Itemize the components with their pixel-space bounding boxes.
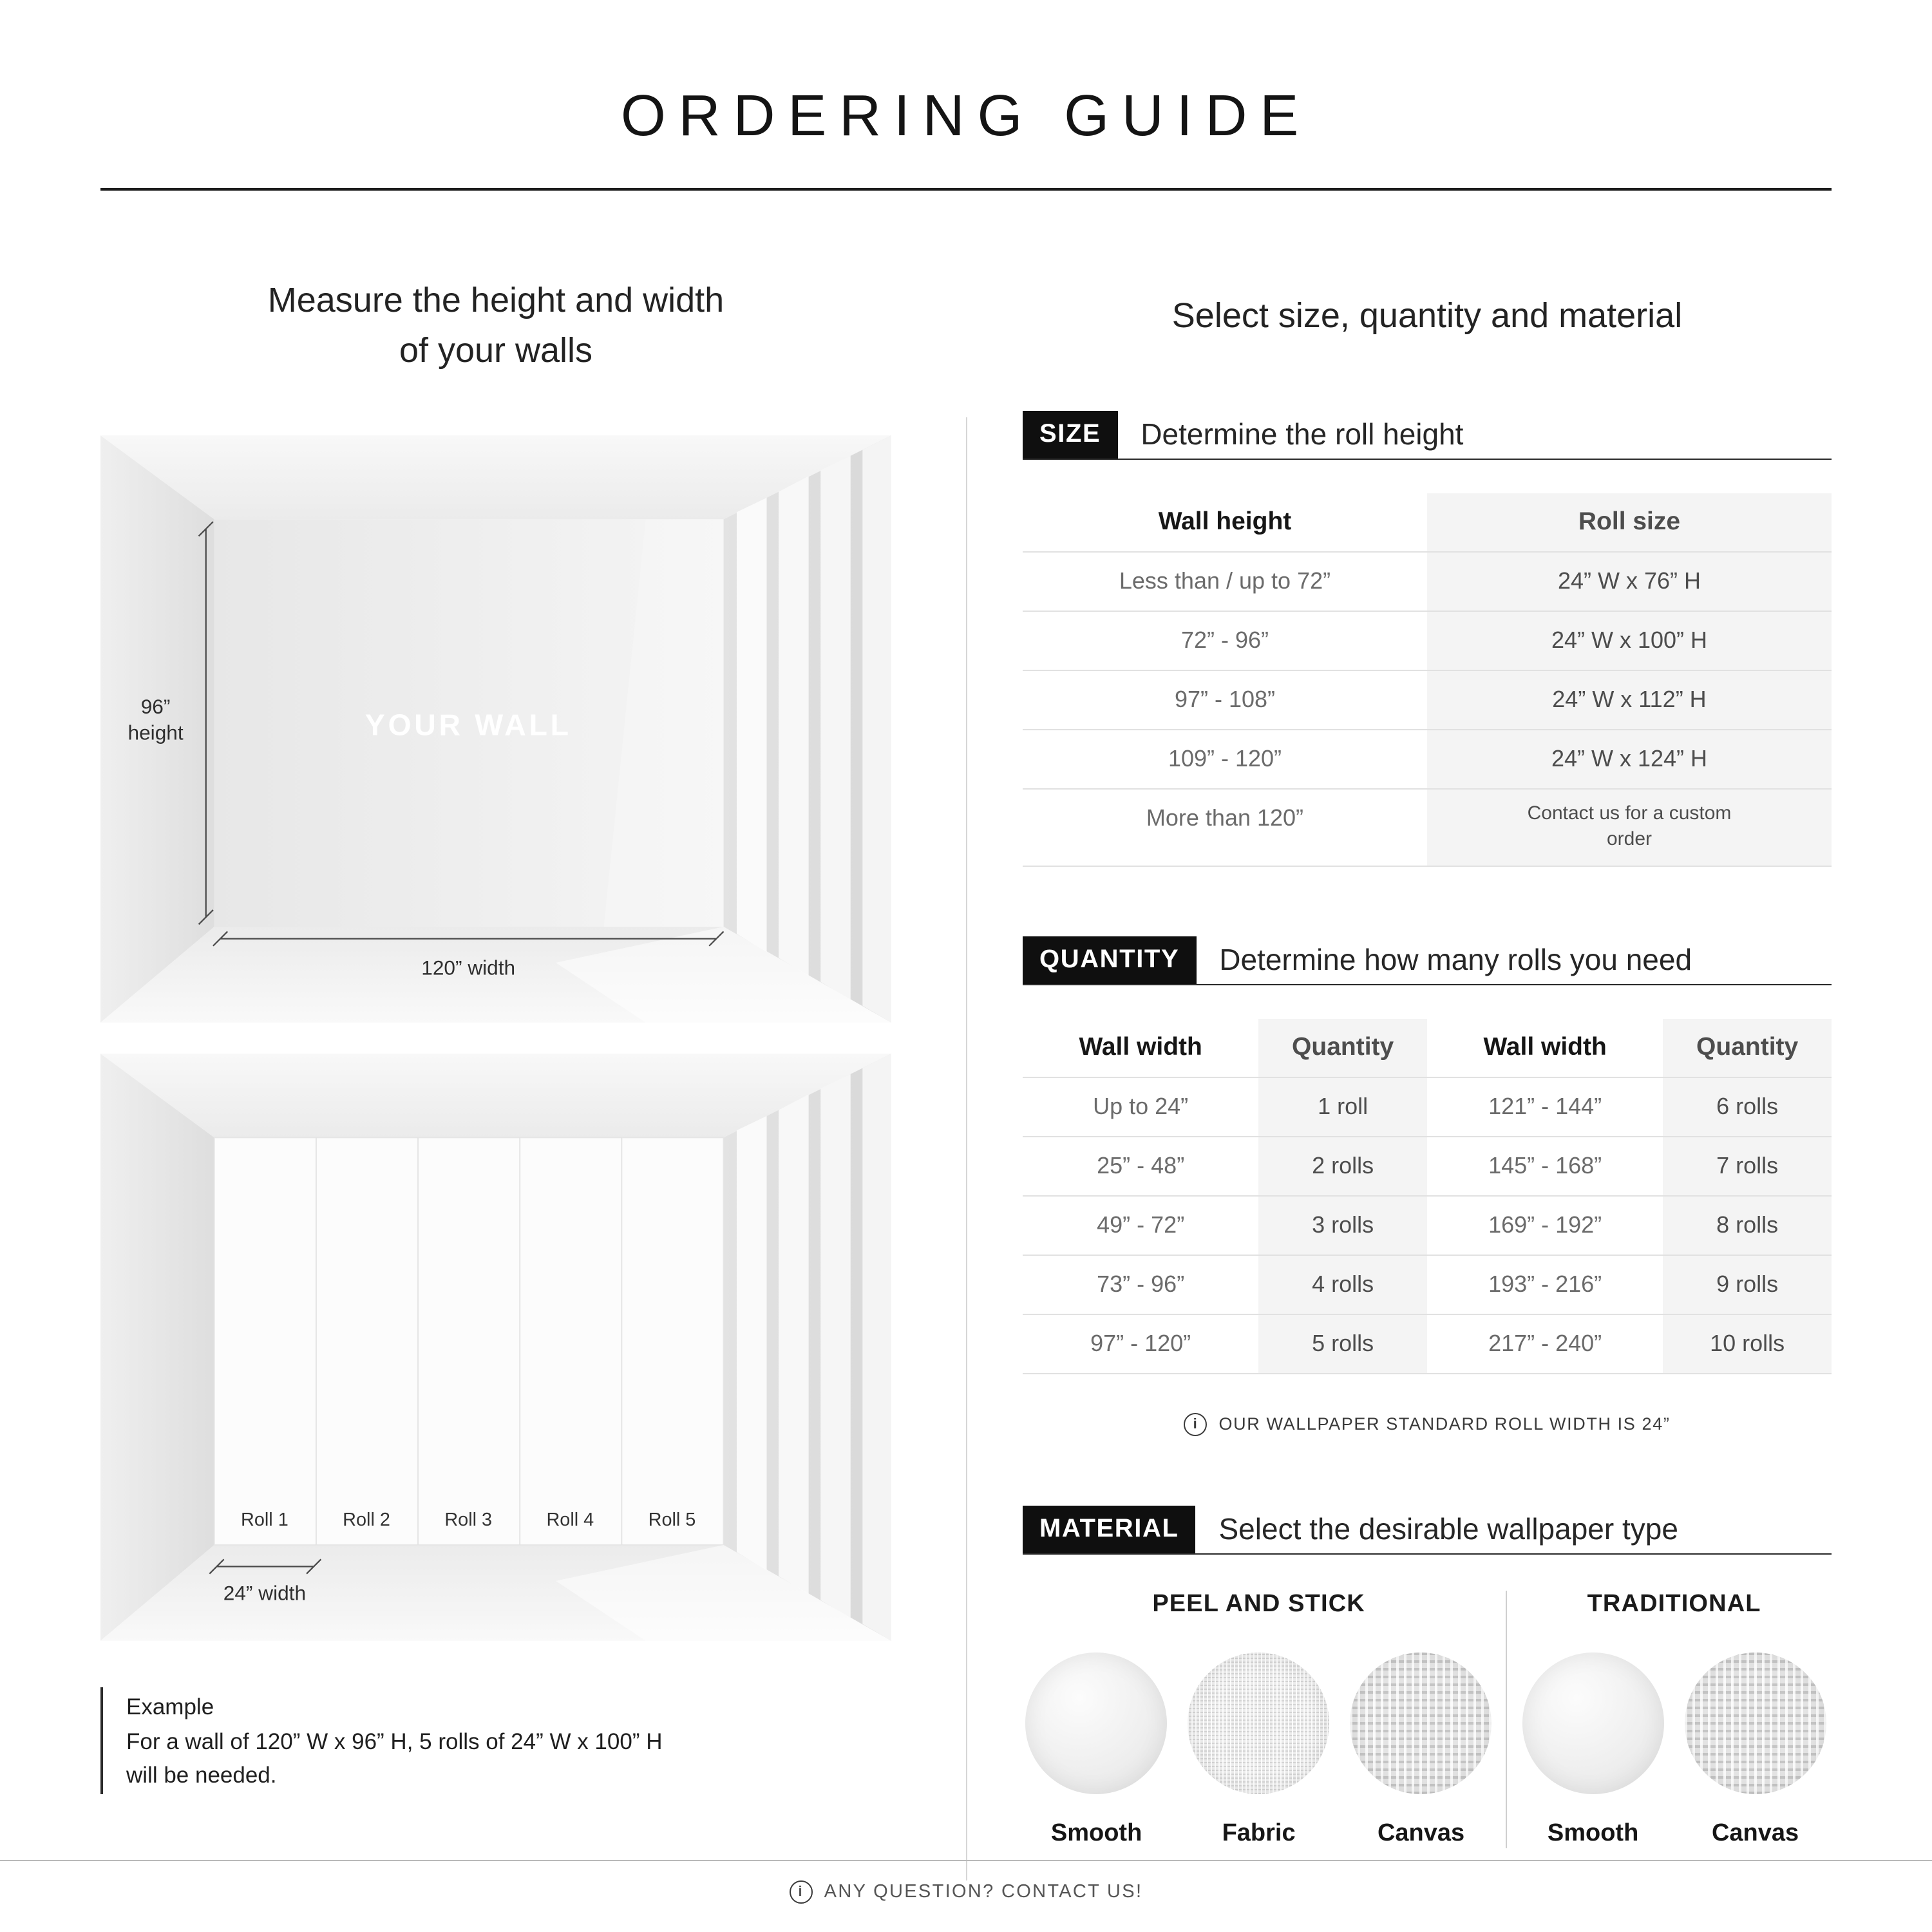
swatch-label: Smooth <box>1547 1819 1639 1847</box>
size-row-wall: 97” - 108” <box>1023 670 1427 729</box>
material-group-traditional <box>1505 1590 1832 1848</box>
main-content <box>0 276 1932 1848</box>
material-section-header <box>1023 1505 1832 1554</box>
quantity-section-header <box>1023 936 1832 985</box>
measure-heading-line2: of your walls <box>399 331 593 370</box>
width-dimension-label: 120” width <box>421 956 516 980</box>
swatch-label: Canvas <box>1711 1819 1799 1847</box>
height-dimension-word: height <box>128 721 184 745</box>
size-subtitle: Determine the roll height <box>1141 417 1464 451</box>
size-row-roll: Contact us for a custom order <box>1427 788 1832 865</box>
qty-col-wall-width: Wall width <box>1079 1032 1202 1061</box>
info-icon <box>1184 1412 1208 1435</box>
roll-width-note <box>1023 1412 1832 1435</box>
footer <box>0 1860 1932 1932</box>
size-row-wall: More than 120” <box>1023 788 1427 865</box>
info-icon <box>790 1880 813 1904</box>
left-wall-shape <box>100 1054 214 1642</box>
material-badge: MATERIAL <box>1023 1505 1196 1553</box>
roll-width-dimension-label: 24” width <box>223 1582 307 1605</box>
size-row-wall: Less than / up to 72” <box>1023 551 1427 611</box>
smooth-texture-swatch <box>1522 1652 1664 1794</box>
roll-panels <box>214 1138 724 1546</box>
qty-col-quantity: Quantity <box>1663 1018 1832 1076</box>
qty-col-wall-width: Wall width <box>1483 1032 1607 1061</box>
qty-row-qty: 6 rolls <box>1663 1076 1832 1135</box>
qty-row-wall: Up to 24” <box>1023 1076 1258 1135</box>
size-row-wall: 72” - 96” <box>1023 611 1427 670</box>
select-heading: Select size, quantity and material <box>1171 296 1683 335</box>
fabric-texture-swatch <box>1188 1652 1330 1794</box>
roll-5-label: Roll 5 <box>648 1510 696 1531</box>
size-row-roll: 24” W x 76” H <box>1427 551 1832 611</box>
quantity-subtitle: Determine how many rolls you need <box>1219 942 1692 976</box>
window-pane <box>862 436 891 1023</box>
example-block <box>100 1688 891 1795</box>
qty-row-wall: 217” - 240” <box>1427 1313 1663 1372</box>
qty-col-quantity: Quantity <box>1258 1018 1427 1076</box>
window-pane <box>737 1116 767 1570</box>
size-col-wall-height: Wall height <box>1158 507 1292 536</box>
room-diagram-rolls <box>100 1054 891 1642</box>
qty-row-wall: 121” - 144” <box>1427 1076 1663 1135</box>
swatch-row <box>1023 1652 1495 1848</box>
canvas-texture-swatch <box>1350 1652 1492 1794</box>
size-table <box>1023 493 1832 866</box>
swatch-peel-smooth <box>1026 1652 1168 1848</box>
swatch-label: Canvas <box>1377 1819 1465 1847</box>
swatch-peel-fabric <box>1188 1652 1330 1848</box>
swatch-label: Fabric <box>1222 1819 1296 1847</box>
measure-heading-line1: Measure the height and width <box>267 281 724 319</box>
window-pane <box>862 1054 891 1642</box>
roll-width-note-text: OUR WALLPAPER STANDARD ROLL WIDTH IS 24” <box>1218 1414 1671 1434</box>
example-line1: For a wall of 120” W x 96” H, 5 rolls of 24” W x 100” H <box>126 1728 663 1754</box>
swatch-label: Smooth <box>1050 1819 1142 1847</box>
qty-row-wall: 49” - 72” <box>1023 1195 1258 1254</box>
qty-row-qty: 8 rolls <box>1663 1195 1832 1254</box>
qty-row-qty: 3 rolls <box>1258 1195 1427 1254</box>
material-group-peel-and-stick <box>1023 1590 1505 1848</box>
smooth-texture-swatch <box>1026 1652 1168 1794</box>
window-pane <box>737 498 767 952</box>
height-dimension-value: 96” <box>140 695 171 719</box>
qty-row-qty: 4 rolls <box>1258 1254 1427 1313</box>
canvas-texture-swatch <box>1685 1652 1826 1794</box>
size-row-roll: 24” W x 112” H <box>1427 670 1832 729</box>
qty-row-qty: 1 roll <box>1258 1076 1427 1135</box>
qty-row-wall: 193” - 216” <box>1427 1254 1663 1313</box>
swatch-peel-canvas <box>1350 1652 1492 1848</box>
your-wall-label: YOUR WALL <box>365 708 572 742</box>
select-column <box>966 276 1932 1848</box>
measure-heading <box>100 276 891 377</box>
material-group-name: PEEL AND STICK <box>1152 1590 1365 1618</box>
qty-row-wall: 145” - 168” <box>1427 1135 1663 1195</box>
qty-row-qty: 2 rolls <box>1258 1135 1427 1195</box>
window-pane <box>820 456 851 1000</box>
material-group-name: TRADITIONAL <box>1587 1590 1761 1618</box>
size-section-header <box>1023 411 1832 460</box>
example-title: Example <box>126 1694 214 1720</box>
qty-row-qty: 10 rolls <box>1663 1313 1832 1372</box>
roll-4-label: Roll 4 <box>546 1510 594 1531</box>
title-divider <box>100 188 1832 191</box>
swatch-row <box>1517 1652 1832 1848</box>
qty-row-wall: 169” - 192” <box>1427 1195 1663 1254</box>
room-diagram-measure <box>100 436 891 1023</box>
qty-row-wall: 25” - 48” <box>1023 1135 1258 1195</box>
roll-2-label: Roll 2 <box>343 1510 390 1531</box>
window-pane <box>779 477 809 976</box>
swatch-trad-canvas <box>1685 1652 1826 1848</box>
material-groups <box>1023 1590 1832 1848</box>
quantity-badge: QUANTITY <box>1023 936 1196 983</box>
size-row-wall: 109” - 120” <box>1023 729 1427 788</box>
qty-row-qty: 9 rolls <box>1663 1254 1832 1313</box>
measure-column <box>0 276 966 1794</box>
window-pane <box>820 1074 851 1618</box>
quantity-table <box>1023 1018 1832 1374</box>
size-row-roll: 24” W x 124” H <box>1427 729 1832 788</box>
qty-row-wall: 73” - 96” <box>1023 1254 1258 1313</box>
footer-note-text: ANY QUESTION? CONTACT US! <box>824 1882 1143 1902</box>
material-subtitle: Select the desirable wallpaper type <box>1218 1511 1678 1546</box>
swatch-trad-smooth <box>1522 1652 1664 1848</box>
roll-1-label: Roll 1 <box>241 1510 289 1531</box>
page-title: ORDERING GUIDE <box>620 82 1312 148</box>
column-divider <box>966 417 967 1880</box>
size-row-roll: 24” W x 100” H <box>1427 611 1832 670</box>
qty-row-qty: 5 rolls <box>1258 1313 1427 1372</box>
roll-3-label: Roll 3 <box>444 1510 493 1531</box>
example-line2: will be needed. <box>126 1761 277 1788</box>
size-badge: SIZE <box>1023 411 1117 459</box>
size-col-roll-size: Roll size <box>1427 493 1832 551</box>
qty-row-qty: 7 rolls <box>1663 1135 1832 1195</box>
window-pane <box>779 1095 809 1595</box>
footer-note <box>0 1880 1932 1904</box>
qty-row-wall: 97” - 120” <box>1023 1313 1258 1372</box>
footer-divider <box>0 1860 1932 1861</box>
